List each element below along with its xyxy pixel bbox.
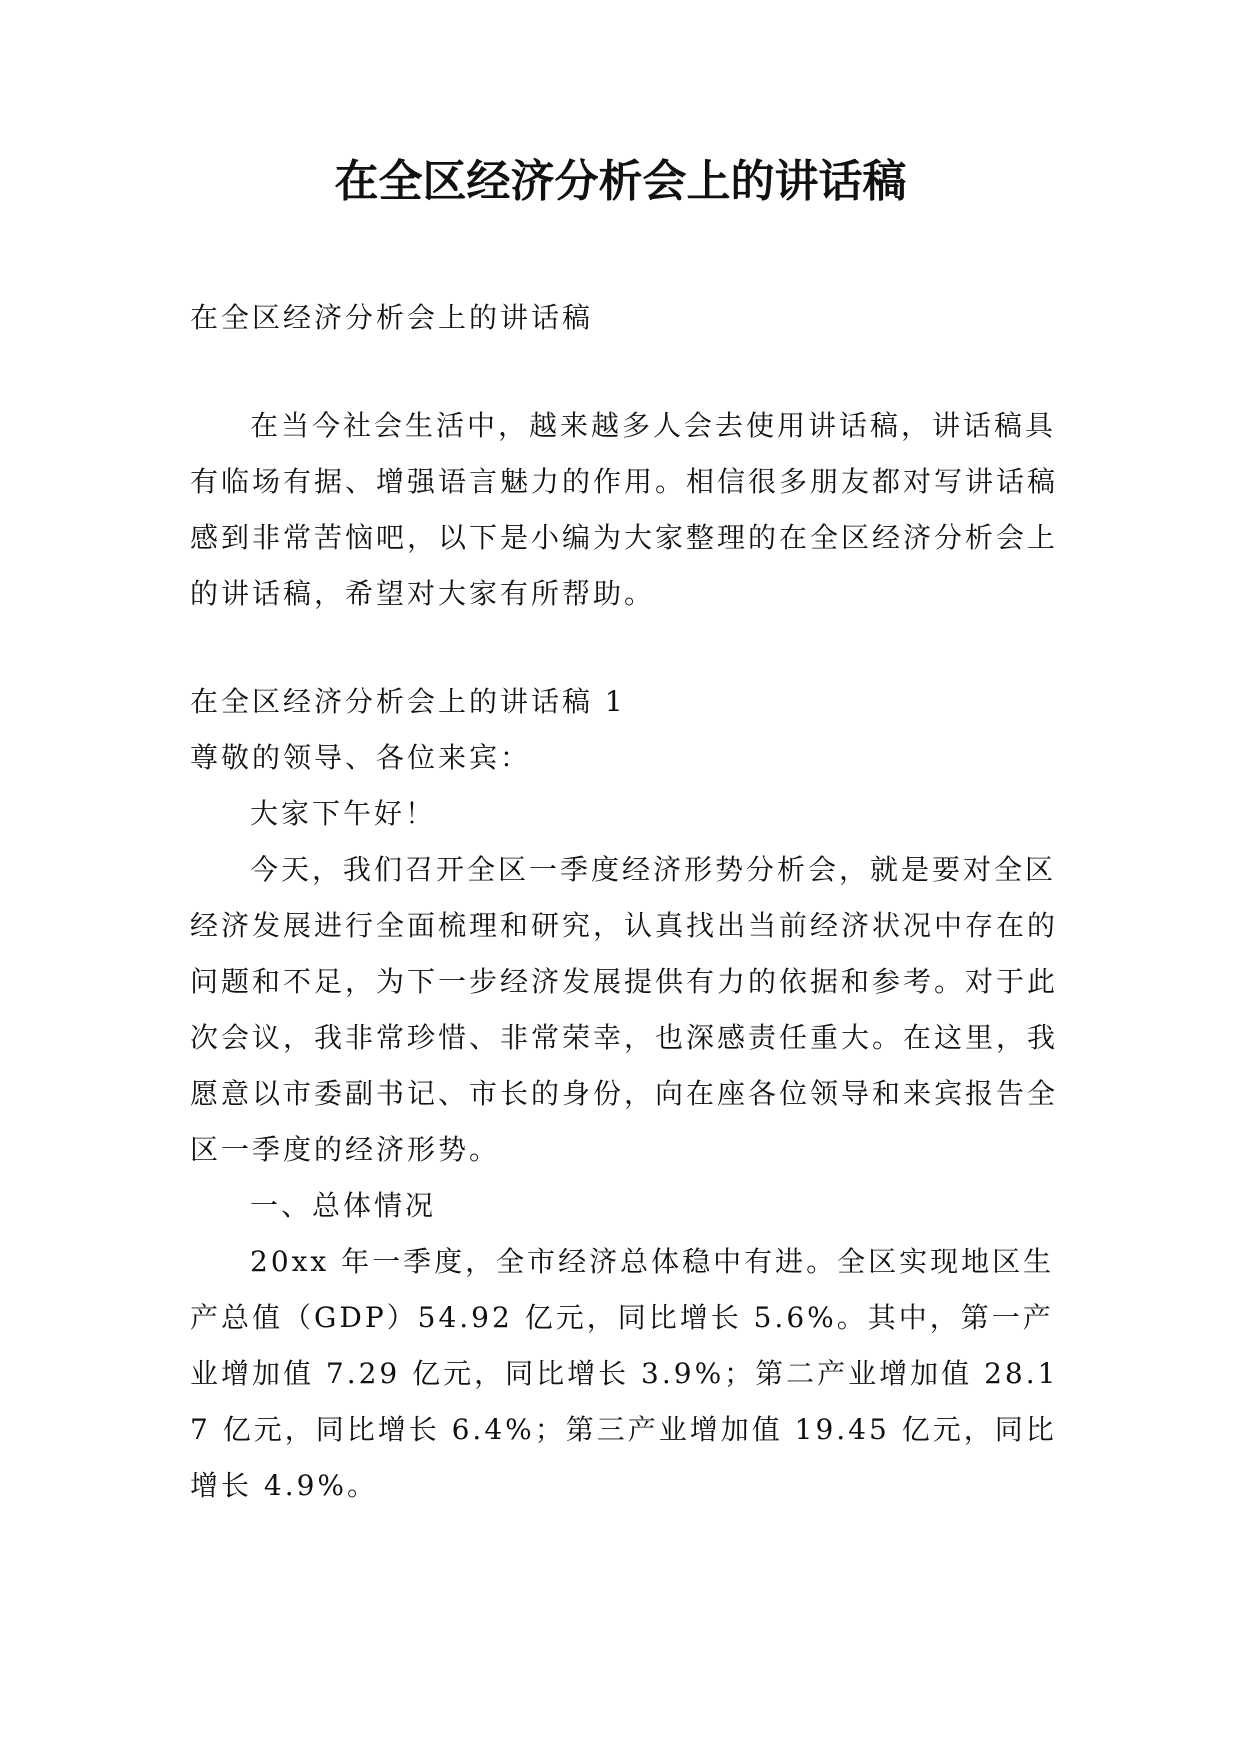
section-heading: 在全区经济分析会上的讲话稿 1	[190, 685, 626, 718]
document-body	[190, 290, 1060, 1514]
salutation: 尊敬的领导、各位来宾：	[190, 741, 532, 774]
subheading: 一、总体情况	[250, 1189, 437, 1222]
document-subtitle: 在全区经济分析会上的讲话稿	[190, 301, 594, 334]
intro-paragraph: 在当今社会生活中，越来越多人会去使用讲话稿，讲话稿具有临场有据、增强语言魅力的作用。相信很多朋友都对写讲话稿感到非常苦恼吧，以下是小编为大家整理的在全区经济分析会上的讲话稿，希望对大家有所帮助。	[190, 409, 1059, 610]
body-paragraph: 今天，我们召开全区一季度经济形势分析会，就是要对全区经济发展进行全面梳理和研究，认真找出当前经济状况中存在的问题和不足，为下一步经济发展提供有力的依据和参考。对于此次会议，我非常珍惜、非常荣幸，也深感责任重大。在这里，我愿意以市委副书记、市长的身份，向在座各位领导和来宾报告全区一季度的经济形势。	[190, 853, 1059, 1166]
document-title: 在全区经济分析会上的讲话稿	[334, 156, 907, 207]
body-paragraph: 20xx 年一季度，全市经济总体稳中有进。全区实现地区生产总值（GDP）54.92 亿元，同比增长 5.6%。其中，第一产业增加值 7.29 亿元，同比增长 3.9%；第二产业增加值 28.17 亿元，同比增长 6.4%；第三产业增加值 19.45 亿元，同比增长 4.9%。	[190, 1245, 1059, 1502]
spacer	[190, 346, 1060, 398]
greeting: 大家下午好！	[250, 797, 437, 830]
spacer	[190, 622, 1060, 674]
